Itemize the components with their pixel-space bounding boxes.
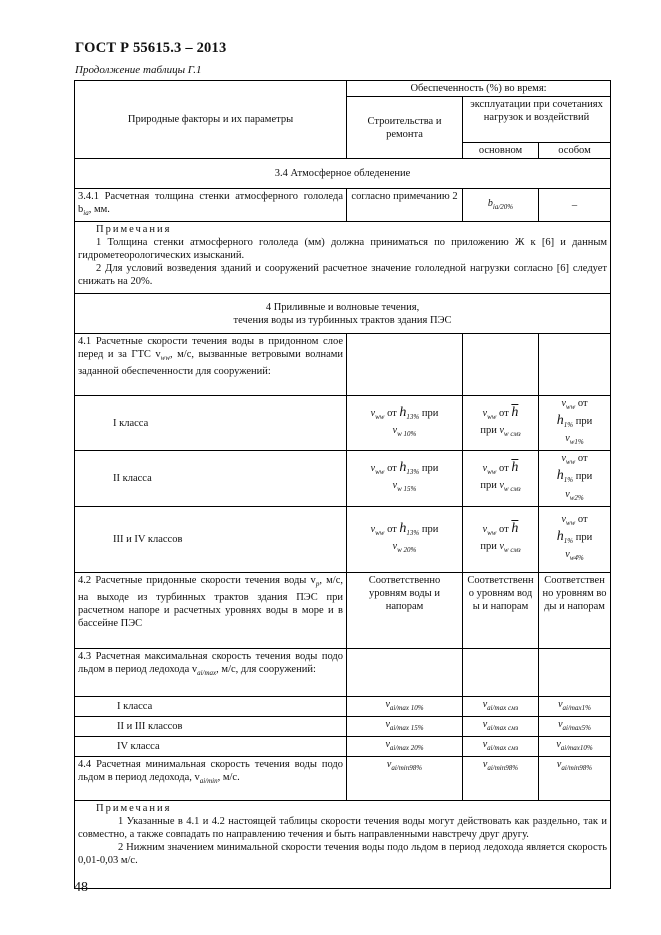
row-4-1-class-2-construction: $v_{ww}$ от $h_{13\%}$ при $v_{w 15\%}$	[347, 451, 463, 506]
row-4-3-param: 4.3 Расчетная максимальная скорость течения воды подо льдом в период ледохода $v_{ai/max}$, м/с, для сооружений:	[75, 648, 347, 696]
row-4-4-construction: $v_{ai/min98\%}$	[347, 756, 463, 800]
row-3-4-1-param: 3.4.1 Расчетная толщина стенки атмосферного гололеда $b_{ia}$, мм.	[75, 189, 347, 222]
row-4-3-class-2-3-special: $v_{ai/max5\%}$	[539, 716, 611, 736]
page-number: 48	[74, 880, 88, 895]
row-4-1-class-1: I класса	[75, 396, 347, 451]
head-operation: эксплуатации при сочетаниях нагрузок и воздействий	[463, 97, 611, 143]
row-4-1-class-2-basic: $v_{ww}$ от $\overline{h}$ при $v_{w смз}$	[463, 451, 539, 506]
section-4-notes	[75, 800, 611, 888]
row-4-1-param: 4.1 Расчетные скорости течения воды в придонном слое перед и за ГТС $v_{ww}$, м/с, вызванные ветровыми волнами заданной обеспеченности для сооружений:	[75, 334, 347, 396]
row-4-1-class-3-4-basic: $v_{ww}$ от $\overline{h}$ при $v_{w смз}$	[463, 506, 539, 572]
section-3-4-notes	[75, 222, 611, 294]
row-4-2-construction: Соответственно уровням воды и напорам	[347, 572, 463, 648]
row-4-3-class-1: I класса	[75, 696, 347, 716]
notes-title: Примечания	[96, 802, 172, 814]
table-g1	[74, 80, 611, 889]
row-4-1-class-1-basic: $v_{ww}$ от $\overline{h}$ при $v_{w смз}$	[463, 396, 539, 451]
head-construction: Строительства и ремонта	[347, 97, 463, 159]
row-4-3-class-4-special: $v_{ai/max10\%}$	[539, 736, 611, 756]
row-4-3-class-2-3-basic: $v_{ai/max смз}$	[463, 716, 539, 736]
row-4-1-class-2: II класса	[75, 451, 347, 506]
row-4-1-class-3-4-special: $v_{ww}$ от $h_{1\%}$ при $v_{w4\%}$	[539, 506, 611, 572]
note-2: 2 Нижним значением минимальной скорости течения воды подо льдом в период ледохода является скорость 0,01-0,03 м/с.	[78, 841, 608, 866]
row-4-3-class-4: IV класса	[75, 736, 347, 756]
row-4-1-class-3-4-construction: $v_{ww}$ от $h_{13\%}$ при $v_{w 20\%}$	[347, 506, 463, 572]
row-3-4-1-construction: согласно примечанию 2	[347, 189, 463, 222]
row-4-4-param: 4.4 Расчетная минимальная скорость течения воды подо льдом в период ледохода, $v_{ai/min}$, м/с.	[75, 756, 347, 800]
row-4-1-class-1-construction: $v_{ww}$ от $h_{13\%}$ при $v_{w 10\%}$	[347, 396, 463, 451]
note-1: 1 Толщина стенки атмосферного гололеда (мм) должна приниматься по приложению Ж к [6] и данным гидрометеорологических изысканий.	[78, 237, 608, 262]
row-3-4-1-basic: $b_{ia/20\%}$	[463, 189, 539, 222]
row-4-2-basic: Соответственно уровням воды и напорам	[463, 572, 539, 648]
row-4-1-class-1-special: $v_{ww}$ от $h_{1\%}$ при $v_{w1\%}$	[539, 396, 611, 451]
row-4-4-special: $v_{ai/min98\%}$	[539, 756, 611, 800]
head-special: особом	[539, 143, 611, 159]
row-4-1-class-2-special: $v_{ww}$ от $h_{1\%}$ при $v_{w2\%}$	[539, 451, 611, 506]
row-4-3-class-1-special: $v_{ai/max1\%}$	[539, 696, 611, 716]
row-3-4-1-special: –	[539, 189, 611, 222]
notes-title: Примечания	[96, 224, 172, 236]
table-continuation-caption: Продолжение таблицы Г.1	[75, 64, 202, 76]
row-4-3-class-2-3: II и III классов	[75, 716, 347, 736]
head-provision: Обеспеченность (%) во время:	[347, 81, 611, 97]
note-1: 1 Указанные в 4.1 и 4.2 настоящей таблицы скорости течения воды могут действовать как раздельно, так и совместно, а также совпадать по направлению течения и быть направленными навстречу друг другу.	[78, 815, 608, 840]
row-4-2-special: Соответственно уровням воды и напорам	[539, 572, 611, 648]
page-header: ГОСТ Р 55615.3 – 2013	[75, 40, 227, 56]
note-2: 2 Для условий возведения зданий и сооружений расчетное значение гололедной нагрузки согласно [6] следует снижать на 20%.	[78, 263, 608, 288]
row-4-3-class-1-construction: $v_{ai/max 10\%}$	[347, 696, 463, 716]
head-factors: Природные факторы и их параметры	[75, 81, 347, 159]
row-4-3-class-4-basic: $v_{ai/max смз}$	[463, 736, 539, 756]
head-basic: основном	[463, 143, 539, 159]
row-4-3-class-2-3-construction: $v_{ai/max 15\%}$	[347, 716, 463, 736]
section-3-4-title: 3.4 Атмосферное обледенение	[75, 159, 611, 189]
row-4-1-class-3-4: III и IV классов	[75, 506, 347, 572]
row-4-3-class-4-construction: $v_{ai/max 20\%}$	[347, 736, 463, 756]
row-4-2-param: 4.2 Расчетные придонные скорости течения воды $v_р$, м/с, на выходе из турбинных трактов здания ПЭС при расчетном напоре и расчетных уровнях воды в море и в бассейне ПЭС	[75, 572, 347, 648]
row-4-3-class-1-basic: $v_{ai/max смз}$	[463, 696, 539, 716]
row-4-4-basic: $v_{ai/min98\%}$	[463, 756, 539, 800]
section-4-title: 4 Приливные и волновые течения, течения воды из турбинных трактов здания ПЭС	[75, 294, 611, 334]
